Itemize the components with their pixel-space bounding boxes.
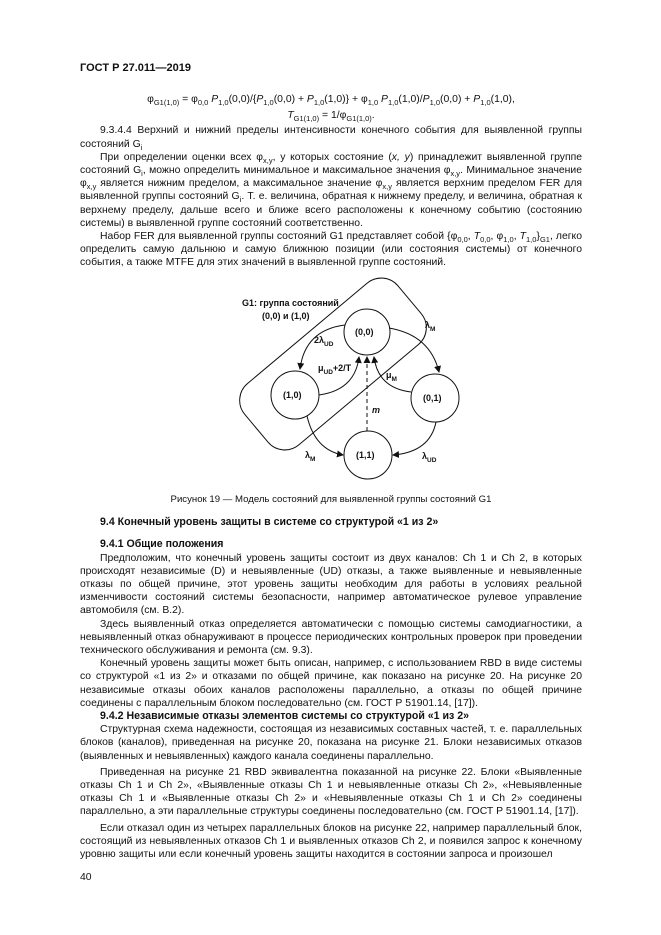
state-label: (1,1) <box>356 450 375 460</box>
heading-9-4-2: 9.4.2 Независимые отказы элементов системы со структурой «1 из 2» <box>100 710 470 723</box>
text-run: , у которых состояние ( <box>272 151 392 163</box>
text-run: (1,0)/ <box>398 94 423 105</box>
subscript-text: x,y <box>450 169 461 179</box>
label-mu-ud-2t: $\mu_{UD}+2/T$ <box>318 363 352 376</box>
label-lambda-m: $\lambda_M$ <box>425 320 436 333</box>
transition-10-11 <box>307 416 343 455</box>
transition-01-11 <box>393 422 436 455</box>
page-number: 40 <box>80 872 92 884</box>
text-run: P <box>211 94 219 105</box>
subscript-text: 0,0 <box>197 98 209 108</box>
paragraph: Конечный уровень защиты может быть описан, например, с использованием RBD в виде системы со структурой «1 из 2» и отказами по общей причине, как показано на рисунке 20. На рисунке 20 независимые отказы обоих каналов расположены параллельно, а отказы по общей причине соединены с параллельным блоком последовательно (см. ГОСТ Р 51901.14, [17]). <box>80 658 582 709</box>
text-run: , можно определить минимальное и максимальное значения φ <box>142 165 451 177</box>
text-run: . <box>371 110 375 122</box>
subscript-text: 1,0 <box>387 98 399 108</box>
transition-01-00 <box>374 357 411 392</box>
label-m: m <box>372 405 381 415</box>
text-run: (1,0)} + φ <box>324 94 368 105</box>
subscript-text: 1,0 <box>263 98 274 108</box>
state-label: (0,1) <box>423 393 442 403</box>
text-run: (0,0) + <box>440 94 474 105</box>
subscript-text: i <box>239 195 242 205</box>
subscript-text: i <box>140 142 143 152</box>
text-run: P <box>473 94 481 105</box>
subscript-text: G1(1,0) <box>346 114 372 124</box>
text-run: x, y <box>391 151 410 163</box>
text-run: T <box>519 231 527 243</box>
text-run: T <box>287 110 294 122</box>
state-label: (1,0) <box>283 390 302 400</box>
transition-00-01 <box>389 328 439 372</box>
heading-9-4-1: 9.4.1 Общие положения <box>100 538 224 551</box>
text-run: P <box>306 94 314 105</box>
text-run: При определении оценки всех φ <box>100 151 263 163</box>
document-header: ГОСТ Р 27.011—2019 <box>80 62 191 74</box>
subscript-text: i <box>141 169 143 179</box>
state-label: (0,0) <box>355 327 374 337</box>
subscript-text: 1,0 <box>429 98 441 108</box>
group-label-states: (0,0) и (1,0) <box>262 311 310 321</box>
text-run: (0,0) + <box>273 94 307 105</box>
subscript-text: 1,0 <box>313 98 325 108</box>
paragraph: Приведенная на рисунке 21 RBD эквивалентна показанной на рисунке 22. Блоки «Выявленные отказы Ch 1 и Ch 2», «Выявленные отказы Ch 1 и невыявленные отказы Ch 2», «Невыявленные отказы Ch 1 и «Выявленные отказы Ch 2» и «Невыявленные отказы Ch 1 и Ch 2» соединены параллельно, а эти параллельные структуры соединены последовательно (см. ГОСТ Р 51901.14, [17]). <box>80 766 582 818</box>
section-9-4-block <box>80 493 582 884</box>
subscript-text: 1,0 <box>218 98 229 108</box>
text-run: , φ <box>490 231 504 243</box>
text-run: (0,0)/{ <box>228 94 257 105</box>
label-mu-m: $\mu_M$ <box>386 370 397 383</box>
text-run: ) принадлежит выявленной группе состояний G <box>80 151 582 177</box>
subscript-text: 0,0 <box>457 235 468 245</box>
heading-9-4: 9.4 Конечный уровень защиты в системе со структурой «1 из 2» <box>100 516 439 529</box>
text-run: , <box>467 231 474 243</box>
text-run: φ <box>147 94 154 105</box>
figure-caption: Рисунок 19 — Модель состояний для выявленной группы состояний G1 <box>170 494 492 505</box>
subscript-text: x,y <box>382 182 392 192</box>
subscript-text: G1 <box>539 235 550 245</box>
text-run: 9.3.4.4 Верхний и нижний пределы интенсивности конечного события для выявленной группы состояний G <box>80 125 582 150</box>
paragraph: Структурная схема надежности, состоящая из независимых составных частей, т. е. параллельных блоков (каналов), приведенная на рисунке 20, показана на рисунке 21. Блоки независимых отказов (выявленных и невыявленных) каждого канала соединены параллельно. <box>80 724 582 762</box>
group-label: G1: группа состояний <box>242 298 339 308</box>
text-run: T <box>473 231 481 243</box>
subscript-text: 1,0 <box>480 98 491 108</box>
subscript-text: 1,0 <box>367 98 379 108</box>
text-run: = 1/φ <box>319 110 347 122</box>
text-run: P <box>381 94 388 105</box>
text-run: . Т. е. величина, обратная к нижнему пределу, и величина, обратная к верхнему пределу, дальше всего и ближе всего расположены к конечному событию (состоянию системы) в выявленной группе состояний соответственно. <box>80 191 582 229</box>
text-run: P <box>422 94 430 105</box>
text-run: (1,0), <box>490 94 515 105</box>
text-run: является нижним пределом, а максимальное значение φ <box>96 178 383 190</box>
text-run: , <box>513 231 520 243</box>
label-lambda-m-bottom: $\lambda_M$ <box>305 450 316 463</box>
text-run: } <box>536 231 540 243</box>
subscript-text: x,y <box>262 155 273 165</box>
text-run: . Минимальное значение φ <box>80 165 583 190</box>
text-run: P <box>256 94 264 105</box>
text-run: = φ <box>179 94 198 105</box>
label-2-lambda-ud: $2\lambda_{UD}$ <box>314 335 334 348</box>
subscript-text: G1(1,0) <box>293 114 320 124</box>
text-run: Набор FER для выявленной группы состояний G1 представляет собой {φ <box>100 231 458 243</box>
subscript-text: 1,0 <box>526 235 537 245</box>
subscript-text: G1(1,0) <box>153 98 180 108</box>
label-lambda-ud-bottom: $\lambda_{UD}$ <box>422 451 437 464</box>
paragraph: Здесь выявленный отказ определяется автоматически с помощью системы самодиагностики, а невыявленный отказ обнаруживают в процессе периодических контрольных проверок при проведении технического обслуживания и ремонта (см. 9.3). <box>80 618 582 657</box>
subscript-text: 1,0 <box>503 235 514 245</box>
text-run: , легко определить самую дальнюю и самую ближнюю позиции (или состояния системы) от конечного события, а также MTFE для этих значений в выявленной группе состояний. <box>80 231 582 269</box>
text-run: является верхним пределом FER для выявленной группы состояний G <box>80 178 583 203</box>
subscript-text: 0,0 <box>480 235 491 245</box>
paragraph: Предположим, что конечный уровень защиты состоит из двух каналов: Ch 1 и Ch 2, в которых происходят независимые (D) и невыявленные (UD) отказы, а также выявленные и невыявленные отказы по общей причине, этот уровень защиты необходим для работы в условиях реальной изменчивости состояний системы безопасности, например автоматическое рулевое управление автомобиля (см. В.2). <box>80 552 582 617</box>
subscript-text: x,y <box>86 182 97 192</box>
paragraph: Если отказал один из четырех параллельных блоков на рисунке 22, например параллельный блок, состоящий из невыявленных отказов Ch 1 и выявленных отказов Ch 2, и появился запрос к конечному уровню защиты или если конечный уровень защиты находится в состоянии запроса и произошел <box>80 822 582 861</box>
